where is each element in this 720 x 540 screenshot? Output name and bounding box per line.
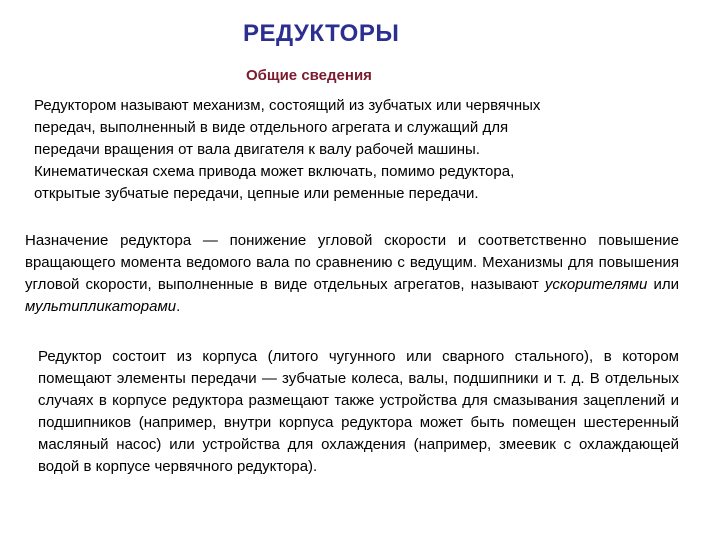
paragraph-line: Кинематическая схема привода может включать, помимо редуктора, [34, 163, 515, 180]
paragraph-joiner: или [647, 276, 679, 293]
paragraph-line: передач, выполненный в виде отдельного агрегата и служащий для [34, 119, 509, 136]
paragraph-definition [34, 95, 674, 205]
paragraph-structure: Редуктор состоит из корпуса (литого чугунного или сварного стального), в котором помещают элементы передачи — зубчатые колеса, валы, подшипники и т. д. В отдельных случаях в корпусе редуктора размещают также устройства для смазывания зацеплений и подшипников (например, внутри корпуса редуктора может быть помещен шестеренный масляный насос) или устройства для охлаждения (например, змеевик с охлаждающей водой в корпусе червячного редуктора). [38, 348, 679, 475]
paragraph-line: Редуктором называют механизм, состоящий из зубчатых или червячных [34, 97, 541, 114]
slide-title: РЕДУКТОРЫ [243, 20, 400, 47]
term-multipliers: мультипликаторами [25, 298, 177, 315]
term-accelerators: ускорителями [544, 276, 648, 293]
paragraph-line: передачи вращения от вала двигателя к валу рабочей машины. [34, 141, 480, 158]
paragraph-purpose [25, 230, 679, 318]
slide-subtitle: Общие сведения [246, 67, 372, 84]
paragraph-end: . [176, 298, 181, 315]
paragraph-purpose-text: Назначение редуктора — понижение угловой скорости и соответственно повышение вращающего момента ведомого вала по сравнению с ведущим. Механизмы для повышения угловой скорости, выполненные в виде отдельных агрегатов, называют [25, 232, 679, 293]
paragraph-line: открытые зубчатые передачи, цепные или ременные передачи. [34, 185, 479, 202]
